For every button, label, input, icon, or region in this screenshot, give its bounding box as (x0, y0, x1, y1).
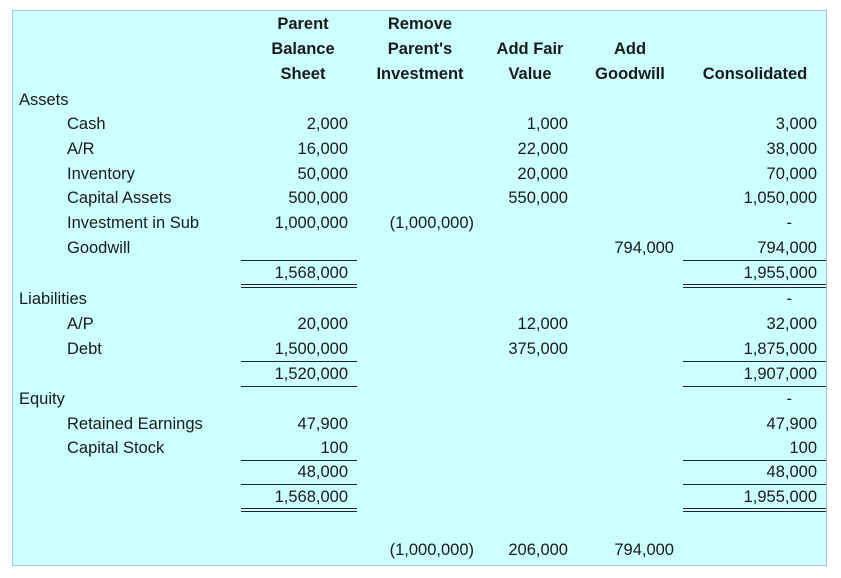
consolidated-value: 1,050,000 (743, 189, 817, 207)
row-label: A/P (67, 315, 94, 333)
total-add-goodwill: 794,000 (614, 541, 674, 559)
fair-value: 20,000 (517, 165, 568, 183)
subtotal-rule-parent (241, 460, 357, 461)
header-consolidated: Consolidated (702, 65, 808, 83)
header-parent-line1: Parent (277, 15, 329, 33)
total-equity-consolidated: 48,000 (766, 463, 817, 481)
consolidated-value: 32,000 (766, 315, 817, 333)
total-rule-parent (241, 484, 357, 485)
header-remove-line3: Investment (376, 65, 464, 83)
fair-value: 375,000 (508, 340, 568, 358)
double-rule-consolidated (683, 284, 826, 288)
row-label: Retained Earnings (67, 415, 203, 433)
header-remove-line1: Remove (387, 15, 453, 33)
header-add-goodwill (580, 37, 680, 87)
parent-value: 50,000 (297, 165, 348, 183)
total-equity-parent: 48,000 (297, 463, 348, 481)
row-label: Cash (67, 115, 106, 133)
total-liabilities-consolidated: 1,907,000 (743, 365, 817, 383)
parent-value: 1,000,000 (274, 214, 348, 232)
consolidated-value: 47,900 (766, 415, 817, 433)
parent-value: 500,000 (288, 189, 348, 207)
subtotal-rule-parent (241, 361, 357, 362)
subtotal-rule-consolidated (683, 260, 826, 261)
row-label: A/R (67, 140, 95, 158)
fair-value: 1,000 (526, 115, 568, 133)
consolidated-value: - (786, 214, 792, 232)
header-goodwill-line2: Goodwill (595, 65, 665, 83)
fair-value: 550,000 (508, 189, 568, 207)
fair-value: 12,000 (517, 315, 568, 333)
subtotal-rule-parent (241, 260, 357, 261)
row-label: Capital Assets (67, 189, 172, 207)
parent-value: 47,900 (297, 415, 348, 433)
parent-value: 1,500,000 (274, 340, 348, 358)
consolidated-value: 1,875,000 (743, 340, 817, 358)
header-remove-investment (360, 12, 480, 87)
consolidated-value: 3,000 (775, 115, 817, 133)
parent-value: 100 (320, 439, 348, 457)
row-label: Inventory (67, 165, 135, 183)
total-rule-consolidated (683, 386, 826, 387)
double-rule-parent (241, 284, 357, 288)
total-remove-investment: (1,000,000) (389, 541, 474, 559)
row-label: Capital Stock (67, 439, 165, 457)
parent-value: 2,000 (306, 115, 348, 133)
subtotal-rule-consolidated (683, 361, 826, 362)
header-fair-line1: Add Fair (496, 40, 564, 58)
consolidated-value: 70,000 (766, 165, 817, 183)
section-assets: Assets (19, 91, 69, 109)
header-goodwill-line1: Add (613, 40, 647, 58)
header-parent-balance-sheet (248, 12, 358, 87)
consolidated-value: 38,000 (766, 140, 817, 158)
goodwill-value: 794,000 (614, 239, 674, 257)
header-parent-line3: Sheet (280, 65, 326, 83)
total-rule-parent (241, 386, 357, 387)
total-le-parent: 1,568,000 (274, 488, 348, 506)
total-assets-consolidated: 1,955,000 (743, 264, 817, 282)
consolidated-value: 794,000 (757, 239, 817, 257)
consolidated-value: - (786, 290, 792, 308)
row-label: Goodwill (67, 239, 131, 257)
parent-value: 16,000 (297, 140, 348, 158)
total-rule-consolidated (683, 484, 826, 485)
total-le-consolidated: 1,955,000 (743, 488, 817, 506)
header-parent-line2: Balance (271, 40, 335, 58)
section-liabilities: Liabilities (19, 290, 87, 308)
section-equity: Equity (19, 390, 65, 408)
header-add-fair-value (480, 37, 580, 87)
row-label: Debt (67, 340, 102, 358)
subtotal-rule-consolidated (683, 460, 826, 461)
parent-value: 20,000 (297, 315, 348, 333)
consolidated-value: 100 (789, 439, 817, 457)
double-rule-parent (241, 508, 357, 512)
remove-value: (1,000,000) (389, 214, 474, 232)
row-label: Investment in Sub (67, 214, 200, 232)
fair-value: 22,000 (517, 140, 568, 158)
consolidated-value: - (786, 390, 792, 408)
header-fair-line2: Value (508, 65, 552, 83)
total-assets-parent: 1,568,000 (274, 264, 348, 282)
total-add-fair-value: 206,000 (508, 541, 568, 559)
double-rule-consolidated (683, 508, 826, 512)
total-liabilities-parent: 1,520,000 (274, 365, 348, 383)
consolidation-worksheet (12, 10, 827, 566)
header-remove-line2: Parent's (387, 40, 453, 58)
